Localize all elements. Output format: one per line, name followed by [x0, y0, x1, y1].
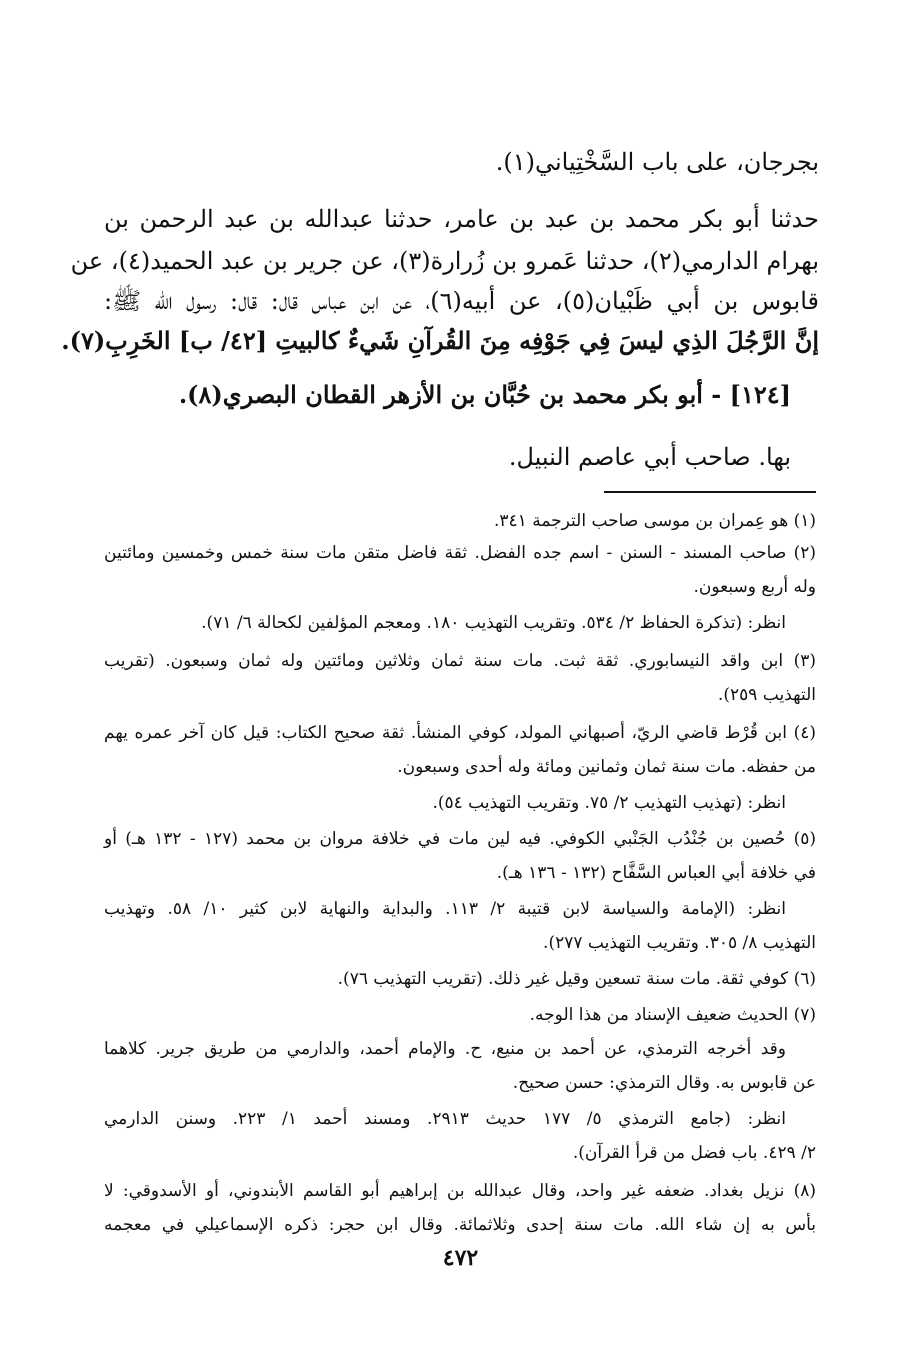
footnote-7-ref-cont: ٢/ ٤٢٩. باب فضل من قرأ القرآن).: [572, 1143, 816, 1163]
hadith-text: إنَّ الرَّجُلَ الذِي ليسَ فِي جَوْفِه مِنَ القُرآنِ شَيءٌ كالبيتِ [٤٢/ ب] الخَرِبِ(٧).: [61, 326, 819, 355]
footnote-5: (٥) حُصين بن جُنْدُب الجَنْبي الكوفي. فيه لين مات في خلافة مروان بن محمد (١٢٧ - ١٣٢ هـ) أو: [104, 829, 816, 849]
main-text-line: بها. صاحب أبي عاصم النبيل.: [508, 443, 791, 471]
footnote-7-ref: انظر: (جامع الترمذي ٥/ ١٧٧ حديث ٢٩١٣. ومسند أحمد ١/ ٢٢٣. وسنن الدارمي: [104, 1109, 786, 1129]
footnote-3: (٣) ابن واقد النيسابوري. ثقة ثبت. مات سنة ثمان وثلاثين ومائتين وله ثمان وسبعون. (تقريب: [104, 651, 816, 671]
footnote-6: (٦) كوفي ثقة. مات سنة تسعين وقيل غير ذلك. (تقريب التهذيب ٧٦).: [337, 969, 816, 989]
footnote-5-cont: في خلافة أبي العباس السَّفَّاح (١٣٢ - ١٣٦ هـ).: [496, 863, 816, 883]
footnote-2: (٢) صاحب المسند - السنن - اسم جده الفضل. ثقة فاضل متقن مات سنة خمس وخمسين ومائتين: [104, 543, 816, 563]
footnote-7-cont: وقد أخرجه الترمذي، عن أحمد بن منيع، ح. والإمام أحمد، والدارمي من طريق جرير. كلاهما: [104, 1039, 786, 1059]
footnote-7: (٧) الحديث ضعيف الإسناد من هذا الوجه.: [529, 1005, 816, 1025]
footnote-7-cont: عن قابوس به. وقال الترمذي: حسن صحيح.: [512, 1073, 816, 1093]
main-text-line: بجرجان، على باب السَّخْتِياني(١).: [495, 148, 819, 176]
footnote-1: (١) هو عِمران بن موسى صاحب الترجمة ٣٤١.: [493, 511, 816, 531]
footnote-4-cont: من حفظه. مات سنة ثمان وثمانين ومائة وله أحدى وسبعون.: [397, 757, 816, 777]
footnote-3-cont: التهذيب ٢٥٩).: [717, 685, 816, 705]
footnote-separator: [604, 491, 816, 493]
footnote-5-ref: انظر: (الإمامة والسياسة لابن قتيبة ٢/ ١١٣. والبداية والنهاية لابن كثير ١٠/ ٥٨. وتهذيب: [104, 899, 786, 919]
footnote-2-cont: وله أربع وسبعون.: [693, 577, 816, 597]
footnote-8-cont: بأس به إن شاء الله. مات سنة إحدى وثلاثمائة. وقال ابن حجر: ذكره الإسماعيلي في معجمه: [104, 1215, 816, 1235]
main-text-line: قابوس بن أبي ظَبْيان(٥)، عن أبيه(٦)، عن ابن عباس قال: قال: رسول الله ﷺ:: [104, 287, 819, 315]
footnote-5-ref-cont: التهذيب ٨/ ٣٠٥. وتقريب التهذيب ٢٧٧).: [543, 933, 816, 953]
footnote-4: (٤) ابن قُرْط قاضي الريّ، أصبهاني المولد، كوفي المنشأ. ثقة صحيح الكتاب: قيل كان آخر عمره يهم: [104, 723, 816, 743]
main-text-line: حدثنا أبو بكر محمد بن عبد بن عامر، حدثنا عبدالله بن عبد الرحمن بن: [104, 205, 819, 233]
main-text-line: بهرام الدارمي(٢)، حدثنا عَمرو بن زُرارة(٣)، عن جرير بن عبد الحميد(٤)، عن: [70, 247, 819, 275]
footnote-8: (٨) نزيل بغداد. ضعفه غير واحد، وقال عبدالله بن إبراهيم أبو القاسم الأبندوني، أو الأسدوقي: لا: [104, 1181, 816, 1201]
footnote-4-ref: انظر: (تهذيب التهذيب ٢/ ٧٥. وتقريب التهذيب ٥٤).: [432, 793, 786, 813]
page-number: ٤٧٢: [442, 1245, 479, 1271]
footnote-2-ref: انظر: (تذكرة الحفاظ ٢/ ٥٣٤. وتقريب التهذيب ١٨٠. ومعجم المؤلفين لكحالة ٦/ ٧١).: [201, 613, 786, 633]
entry-heading: [١٢٤] - أبو بكر محمد بن حُبَّان بن الأزهر القطان البصري(٨).: [178, 380, 791, 409]
